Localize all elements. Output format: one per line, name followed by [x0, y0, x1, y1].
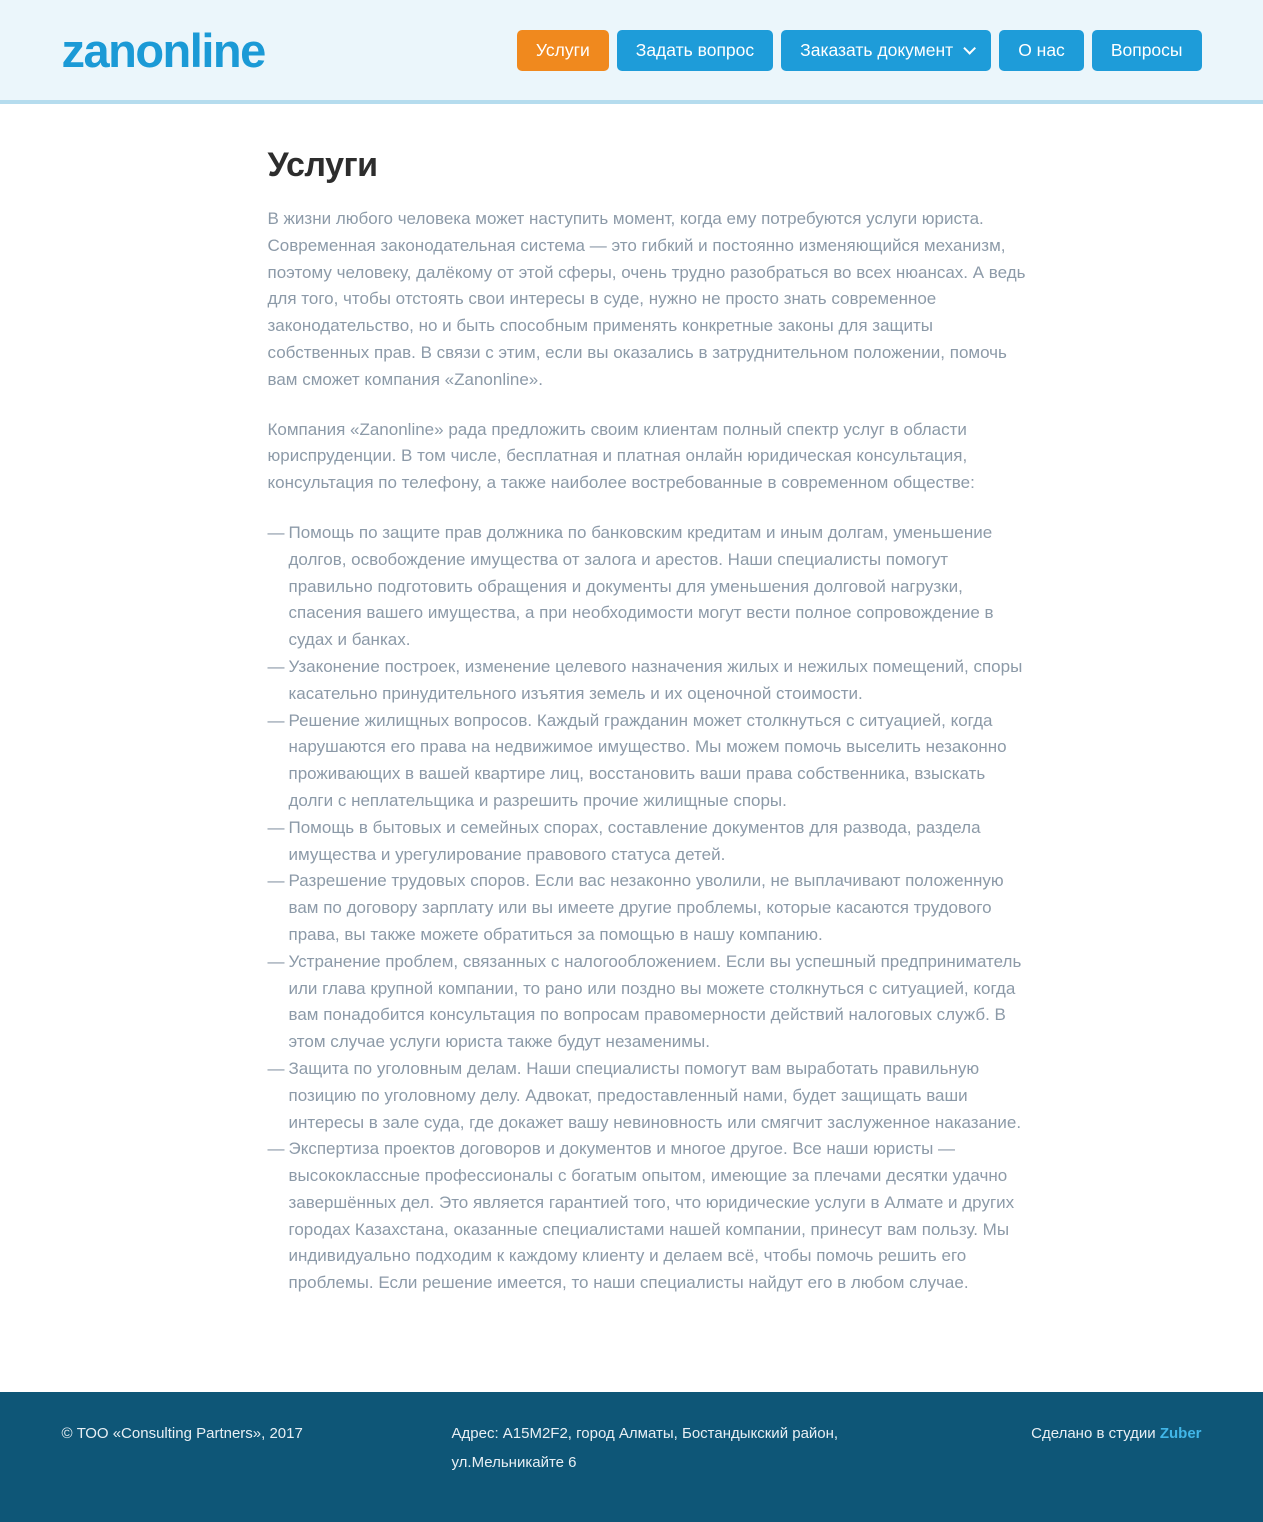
service-item-family-disputes: — Помощь в бытовых и семейных спорах, составление документов для развода, раздела имущества и урегулирование правового статуса детей.: [268, 815, 1026, 869]
nav-button-order-document[interactable]: [781, 30, 991, 71]
site-logo[interactable]: zanonline: [61, 23, 265, 77]
nav-button-order-document-label: Заказать документ: [800, 39, 954, 60]
service-item-tax-problems: — Устранение проблем, связанных с налогообложением. Если вы успешный предприниматель или глава крупной компании, то рано или поздно вы можете столкнуться с ситуацией, когда вам понадобится консультация по вопросам правомерности действий налоговых служб. В этом случае услуги юриста также будут незаменимы.: [268, 949, 1026, 1056]
nav-button-services-label: Услуги: [535, 39, 590, 60]
nav-button-questions[interactable]: [1092, 30, 1202, 71]
chevron-down-icon: [963, 42, 976, 55]
nav-button-about-label: О нас: [1018, 39, 1065, 60]
service-item-building-legalization: — Узаконение построек, изменение целевого назначения жилых и нежилых помещений, споры касательно принудительного изъятия земель и их оценочной стоимости.: [268, 654, 1026, 708]
page-title: Услуги: [267, 146, 378, 184]
main-content: [0, 104, 1263, 1392]
nav-button-questions-label: Вопросы: [1110, 39, 1183, 60]
services-list: [268, 520, 1026, 1297]
footer-credit-link[interactable]: Zuber: [1159, 1425, 1202, 1443]
service-item-debt-protection: — Помощь по защите прав должника по банковским кредитам и иным долгам, уменьшение долгов, освобождение имущества от залога и арестов. Наши специалисты помогут правильно подготовить обращения и документы для уменьшения долговой нагрузки, спасения вашего имущества, а при необходимости могут вести полное сопровождение в судах и банках.: [268, 520, 1026, 654]
service-item-labor-disputes: — Разрешение трудовых споров. Если вас незаконно уволили, не выплачивают положенную вам по договору зарплату или вы имеете другие проблемы, которые касаются трудового права, вы также можете обратиться за помощью в нашу компанию.: [268, 868, 1026, 948]
footer-credit-text: Сделано в студии: [1031, 1425, 1156, 1443]
nav-button-ask-question-label: Задать вопрос: [635, 39, 755, 60]
service-item-contract-expertise: — Экспертиза проектов договоров и документов и многое другое. Все наши юристы — высококлассные профессионалы с богатым опытом, имеющие за плечами десятки удачно завершённых дел. Это является гарантией того, что юридические услуги в Алмате и других городах Казахстана, оказанные специалистами нашей компании, принесут вам пользу. Мы индивидуально подходим к каждому клиенту и делаем всё, чтобы помочь решить его проблемы. Если решение имеется, то наши специалисты найдут его в любом случае.: [268, 1136, 1026, 1297]
nav-button-services[interactable]: [517, 30, 609, 71]
footer-address-line-1: Адрес: A15M2F2, город Алматы, Бостандыкский район,: [451, 1425, 839, 1443]
nav-button-ask-question[interactable]: [617, 30, 773, 71]
footer-address: [452, 1419, 842, 1477]
site-header: [0, 0, 1263, 104]
footer-credit: [872, 1419, 1202, 1448]
main-nav: [517, 30, 1202, 71]
intro-paragraph: В жизни любого человека может наступить момент, когда ему потребуются услуги юриста. Современная законодательная система — это гибкий и постоянно изменяющийся механизм, поэтому человеку, далёкому от этой сферы, очень трудно разобраться во всех нюансах. А ведь для того, чтобы отстоять свои интересы в суде, нужно не просто знать современное законодательство, но и быть способным применять конкретные законы для защиты собственных прав. В связи с этим, если вы оказались в затруднительном положении, помочь вам сможет компания «Zanonline».: [267, 209, 1026, 389]
footer-copyright: © ТОО «Consulting Partners», 2017: [61, 1425, 303, 1443]
site-footer: [0, 1392, 1263, 1522]
footer-address-line-2: ул.Мельникайте 6: [451, 1454, 577, 1472]
service-item-criminal-defense: — Защита по уголовным делам. Наши специалисты помогут вам выработать правильную позицию по уголовному делу. Адвокат, предоставленный нами, будет защищать ваши интересы в зале суда, где докажет вашу невиновность или смягчит заслуженное наказание.: [268, 1056, 1026, 1136]
offer-paragraph: Компания «Zanonline» рада предложить своим клиентам полный спектр услуг в области юриспруденции. В том числе, бесплатная и платная онлайн юридическая консультация, консультация по телефону, а также наиболее востребованные в современном обществе:: [267, 419, 975, 493]
nav-button-about[interactable]: [999, 30, 1084, 71]
service-item-housing-issues: — Решение жилищных вопросов. Каждый гражданин может столкнуться с ситуацией, когда нарушаются его права на недвижимое имущество. Мы можем помочь выселить незаконно проживающих в вашей квартире лиц, восстановить ваши права собственника, взыскать долги с неплательщика и разрешить прочие жилищные споры.: [268, 708, 1026, 815]
